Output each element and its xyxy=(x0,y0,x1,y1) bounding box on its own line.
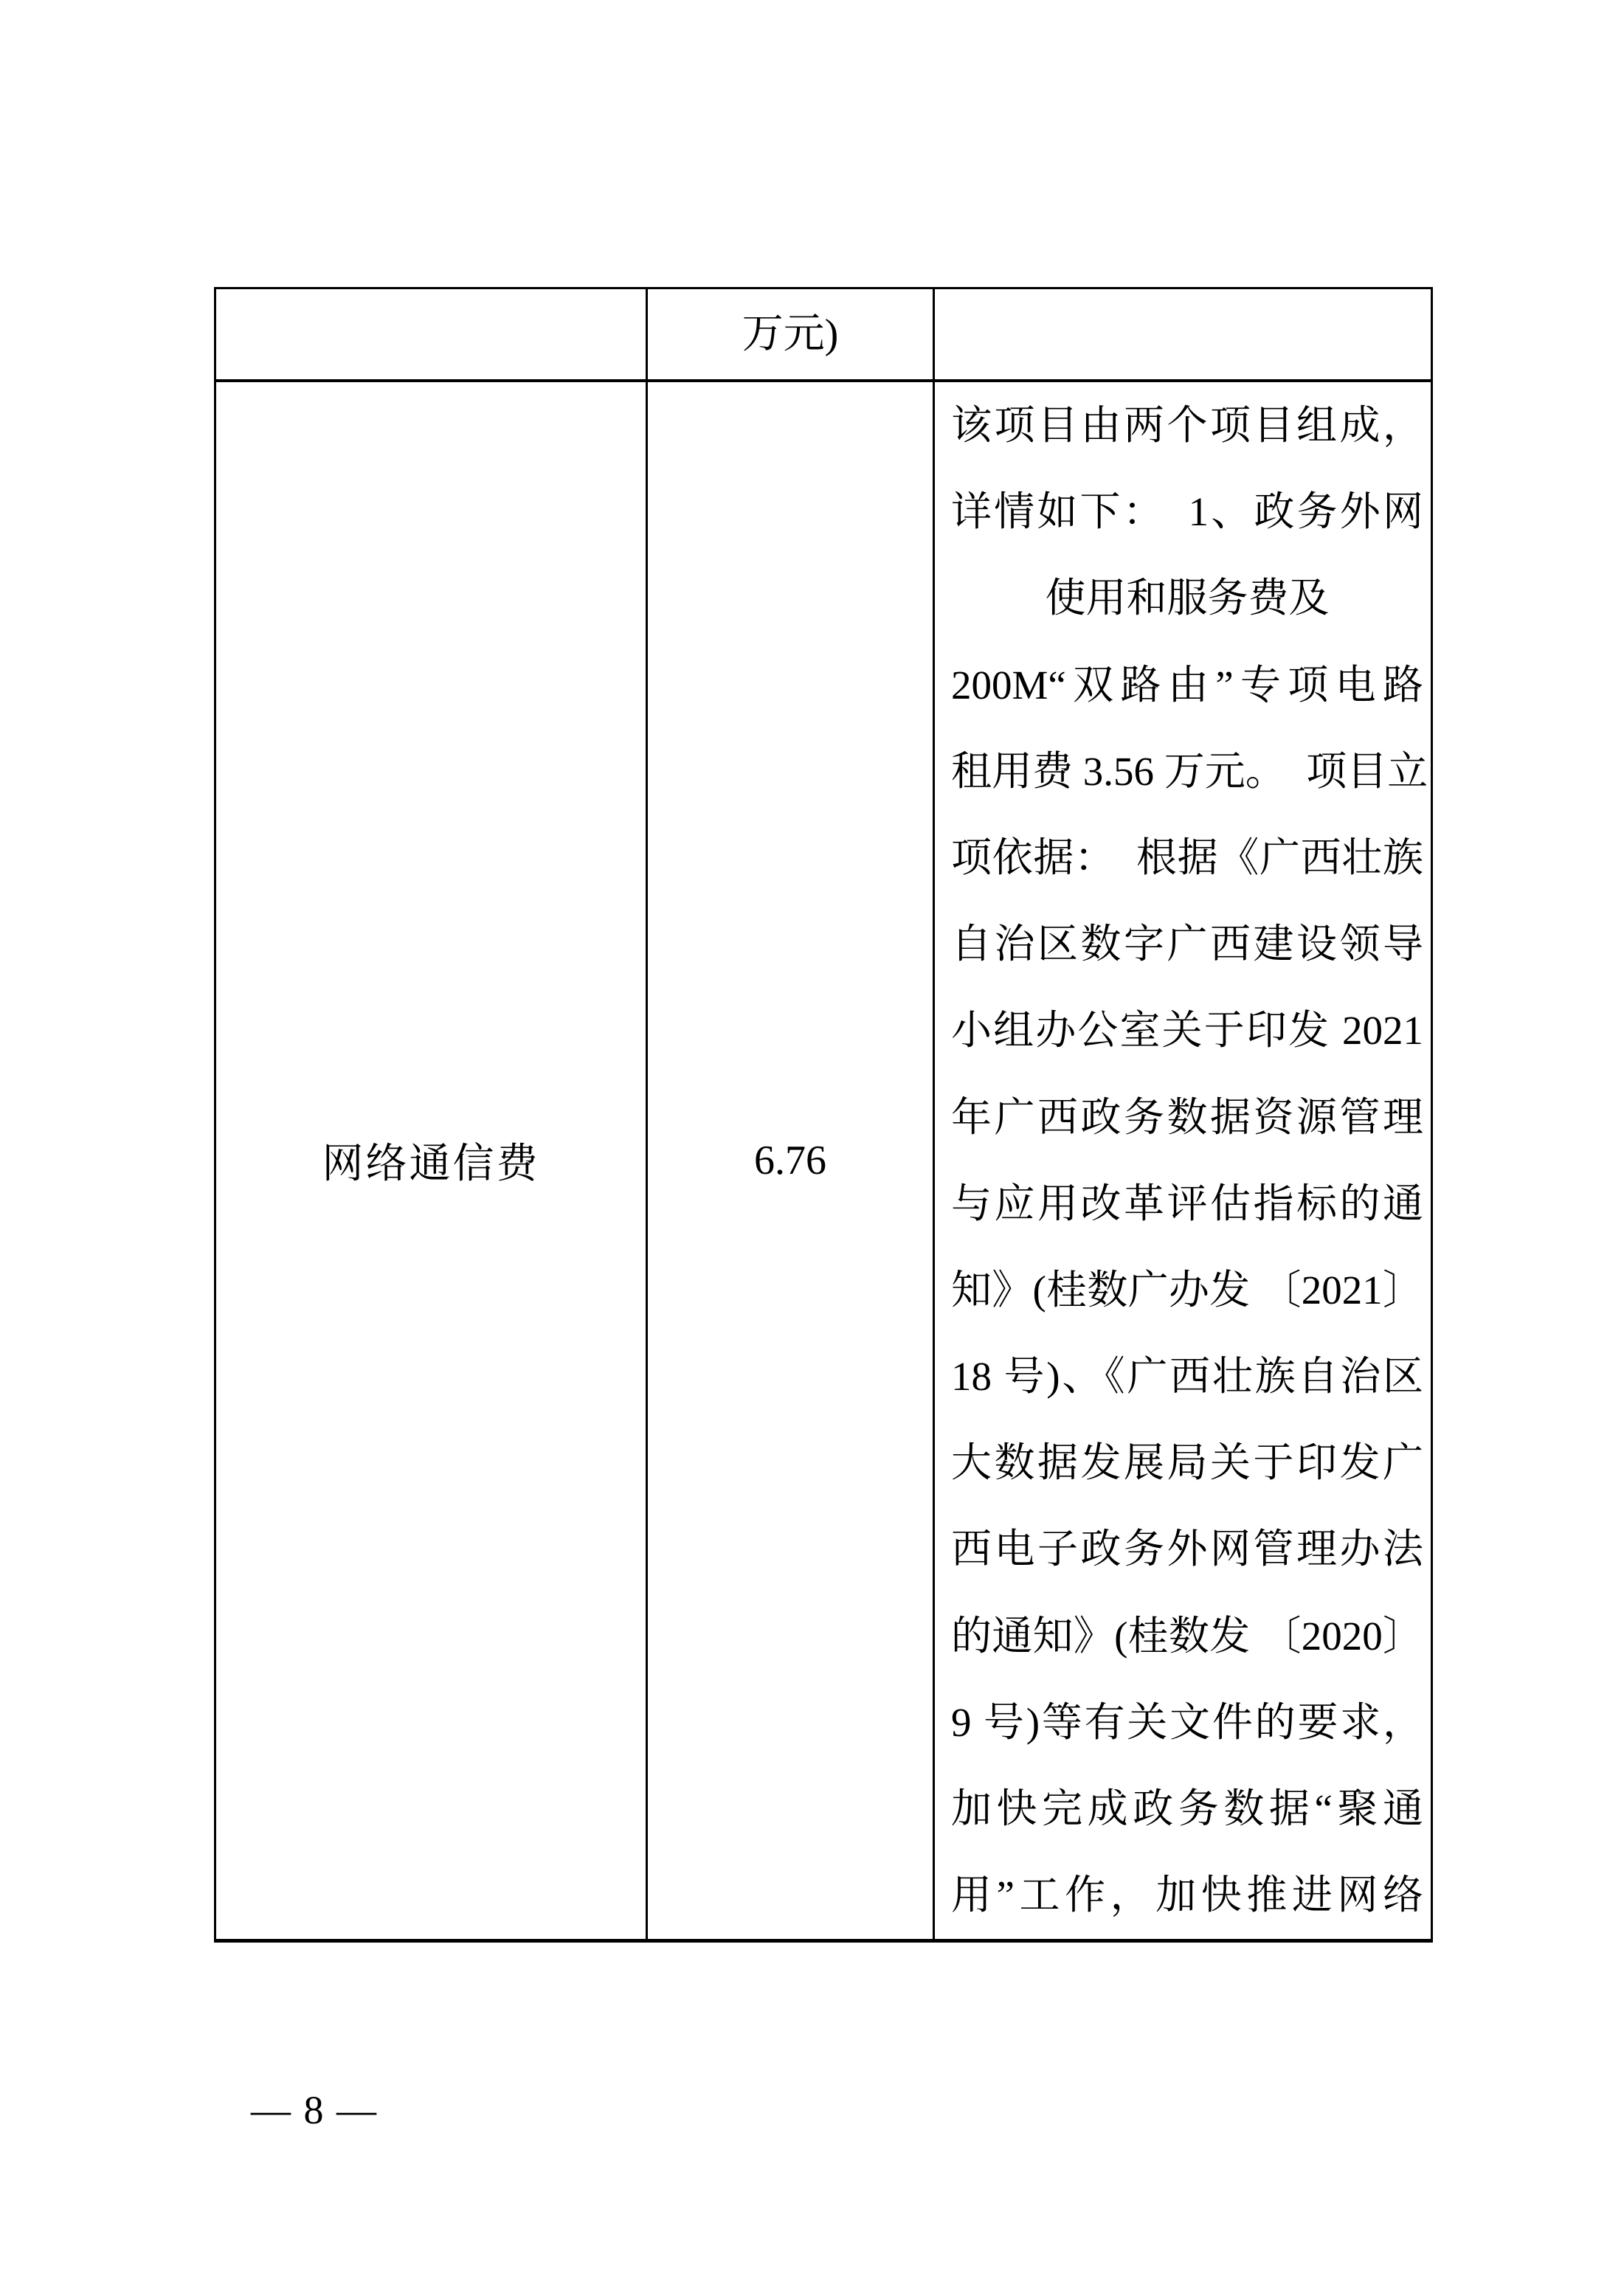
column-divider-2 xyxy=(933,289,935,1939)
description-line: 加快完成政务数据“聚通 xyxy=(951,1786,1423,1831)
description-line: 详情如下： 1、政务外网 xyxy=(951,489,1423,535)
description-line: 的通知》(桂数发 〔2020〕 xyxy=(951,1613,1423,1659)
expense-table xyxy=(214,287,1433,1943)
description-line: 200M“双路由”专项电路 xyxy=(951,662,1423,708)
description-line: 自治区数字广西建设领导 xyxy=(951,921,1423,967)
description-line: 用”工作，加快推进网络 xyxy=(951,1873,1423,1918)
amount-cell: 6.76 xyxy=(754,1138,826,1183)
description-line: 大数据发展局关于印发广 xyxy=(951,1440,1423,1486)
description-line: 租用费 3.56 万元。 项目立 xyxy=(951,748,1428,794)
description-line: 知》(桂数广办发 〔2021〕 xyxy=(951,1267,1423,1313)
description-line: 9 号)等有关文件的要求， xyxy=(951,1699,1423,1745)
description-line: 小组办公室关于印发 2021 xyxy=(951,1008,1423,1054)
description-line: 年广西政务数据资源管理 xyxy=(951,1094,1423,1140)
header-amount-unit: 万元) xyxy=(742,311,839,357)
description-line: 使用和服务费及 xyxy=(1045,575,1330,621)
page-number: — 8 — xyxy=(251,2088,378,2132)
description-line: 18 号)、《广西壮族自治区 xyxy=(951,1354,1423,1400)
description-line: 该项目由两个项目组成， xyxy=(951,403,1423,448)
description-line: 项依据： 根据《广西壮族 xyxy=(951,834,1423,880)
description-line: 西电子政务外网管理办法 xyxy=(951,1526,1423,1572)
description-cell xyxy=(951,382,1428,1939)
description-line: 与应用改革评估指标的通 xyxy=(951,1180,1423,1226)
category-cell: 网络通信费 xyxy=(322,1141,540,1187)
